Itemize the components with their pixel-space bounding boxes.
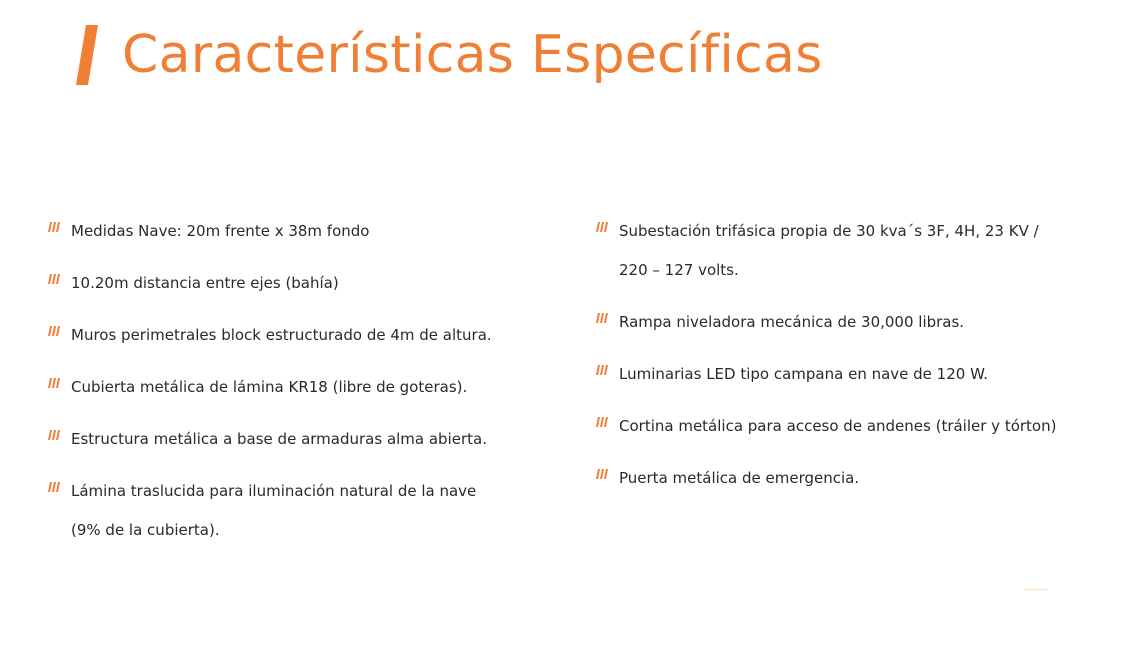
list-item [48,472,568,550]
feature-text-continued: 220 – 127 volts. [619,261,739,279]
feature-text: Luminarias LED tipo campana en nave de 120 W. [619,365,988,383]
list-item [48,264,568,303]
triple-slash-icon [596,417,609,427]
list-item [48,420,568,459]
feature-text: Estructura metálica a base de armaduras alma abierta. [71,430,487,448]
title-block [76,20,823,90]
feature-text: 10.20m distancia entre ejes (bahía) [71,274,339,292]
triple-slash-icon [48,274,61,284]
decorative-mark [1024,588,1048,591]
feature-text-continued: (9% de la cubierta). [71,521,220,539]
list-item [48,316,568,355]
triple-slash-icon [596,365,609,375]
triple-slash-icon [596,222,609,232]
triple-slash-icon [48,378,61,388]
feature-text: Rampa niveladora mecánica de 30,000 libras. [619,313,965,331]
list-item [596,459,1116,498]
feature-text: Lámina traslucida para iluminación natural de la nave [71,482,477,500]
feature-text: Cortina metálica para acceso de andenes (tráiler y tórton) [619,417,1057,435]
feature-text: Subestación trifásica propia de 30 kva´s 3F, 4H, 23 KV / [619,222,1039,240]
features-list-left [48,212,568,563]
triple-slash-icon [596,469,609,479]
list-item [48,368,568,407]
list-item [48,212,568,251]
triple-slash-icon [48,430,61,440]
features-list-right [596,212,1116,511]
triple-slash-icon [596,313,609,323]
slash-accent-icon [76,25,98,85]
feature-text: Medidas Nave: 20m frente x 38m fondo [71,222,370,240]
list-item [596,355,1116,394]
list-item [596,407,1116,446]
triple-slash-icon [48,222,61,232]
triple-slash-icon [48,482,61,492]
feature-text: Puerta metálica de emergencia. [619,469,860,487]
page-title: Características Específicas [122,25,823,85]
feature-text: Cubierta metálica de lámina KR18 (libre de goteras). [71,378,468,396]
feature-text: Muros perimetrales block estructurado de 4m de altura. [71,326,492,344]
triple-slash-icon [48,326,61,336]
list-item [596,303,1116,342]
list-item [596,212,1116,290]
